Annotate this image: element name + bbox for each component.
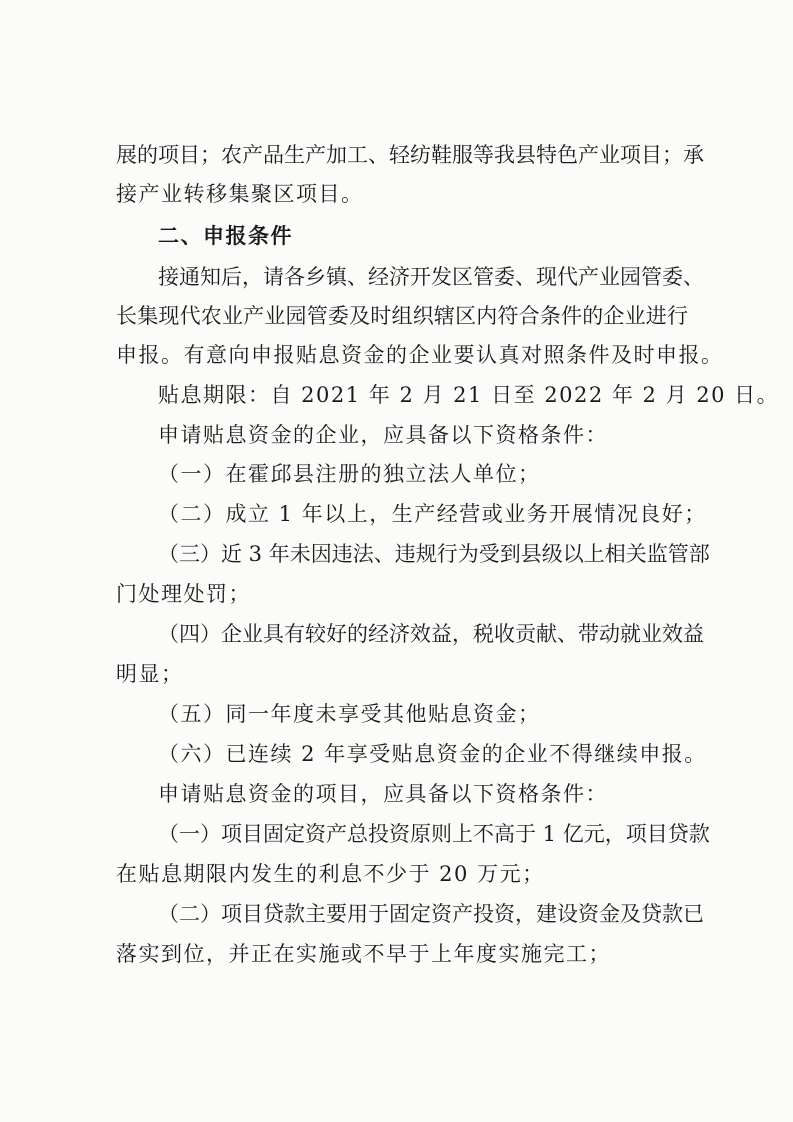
text-line: 落实到位，并正在实施或不早于上年度实施完工； <box>116 942 611 966</box>
text-line: 贴息期限：自 2021 年 2 月 21 日至 2022 年 2 月 20 日。 <box>158 383 780 407</box>
text-line: 展的项目；农产品生产加工、轻纺鞋服等我县特色产业项目；承 <box>116 143 704 167</box>
list-item: （四）企业具有较好的经济效益，税收贡献、带动就业效益 <box>158 622 704 646</box>
text-line: 明显； <box>116 662 184 686</box>
list-item: （三）近 3 年未因违法、违规行为受到县级以上相关监管部 <box>158 542 710 566</box>
list-item: （六）已连续 2 年享受贴息资金的企业不得继续申报。 <box>158 742 707 766</box>
text-line: 接通知后，请各乡镇、经济开发区管委、现代产业园管委、 <box>158 265 704 289</box>
text-line: 长集现代农业产业园管委及时组织辖区内符合条件的企业进行 <box>116 304 688 328</box>
text-line: 接产业转移集聚区项目。 <box>116 182 364 206</box>
list-item: （一）项目固定资产总投资原则上不高于 1 亿元，项目贷款 <box>158 822 710 846</box>
list-item: （一）在霍邱县注册的独立法人单位； <box>158 462 541 486</box>
text-line: 申请贴息资金的企业，应具备以下资格条件： <box>158 423 608 447</box>
section-heading: 二、申报条件 <box>158 224 293 248</box>
list-item: （二）项目贷款主要用于固定资产投资，建设资金及贷款已 <box>158 902 704 926</box>
list-item: （五）同一年度未享受其他贴息资金； <box>158 702 541 726</box>
text-line: 申请贴息资金的项目，应具备以下资格条件： <box>158 782 608 806</box>
text-line: 门处理处罚； <box>116 582 251 606</box>
text-line: 在贴息期限内发生的利息不少于 20 万元； <box>116 862 545 886</box>
text-line: 申报。有意向申报贴息资金的企业要认真对照条件及时申报。 <box>116 343 724 367</box>
list-item: （二）成立 1 年以上，生产经营或业务开展情况良好； <box>158 502 707 526</box>
